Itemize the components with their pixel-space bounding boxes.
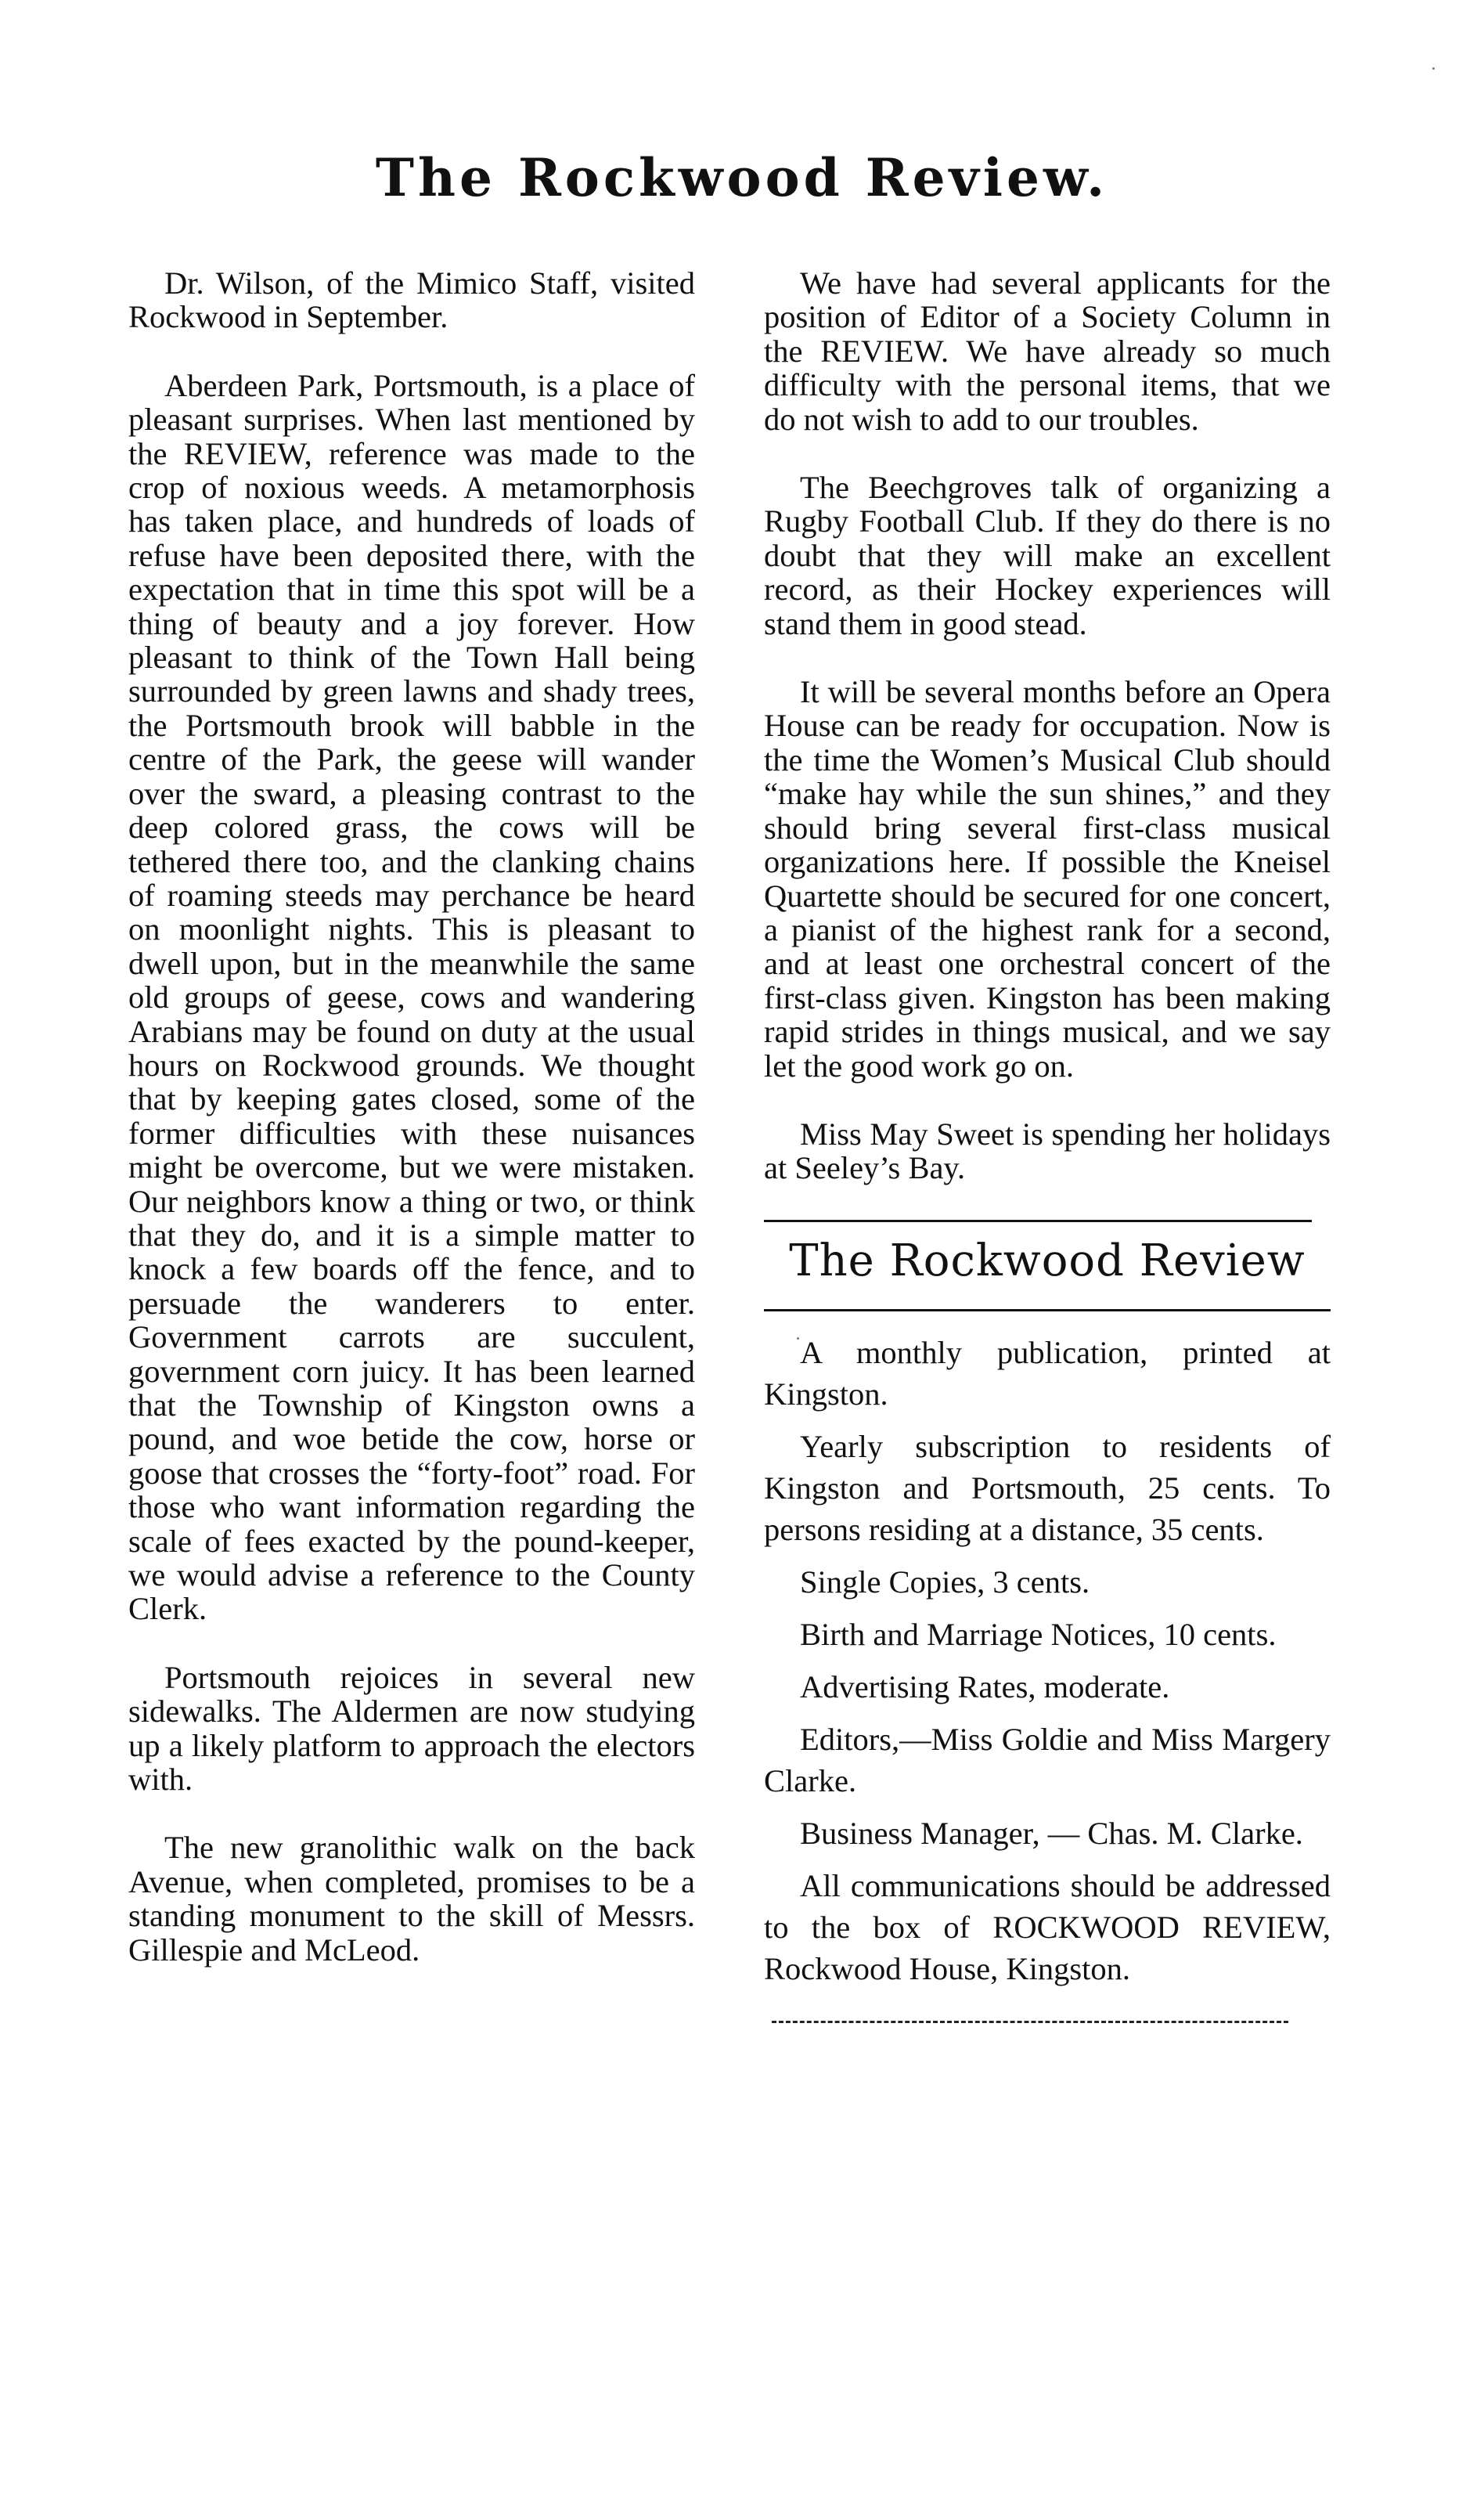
article-paragraph: Miss May Sweet is spending her holidays at Seeley’s Bay.	[764, 1116, 1331, 1186]
article-paragraph: Dr. Wilson, of the Mimico Staff, visited Rockwood in September.	[128, 265, 695, 335]
masthead-line: A monthly publication, printed at Kingston.	[764, 1335, 1331, 1412]
masthead-line: Editors,—Miss Goldie and Miss Margery Clarke.	[764, 1722, 1331, 1799]
article-paragraph: We have had several applicants for the position of Editor of a Society Column in the REVIEW. We have already so much difficulty with the personal items, that we do not wish to add to our troubles.	[764, 265, 1331, 437]
article-paragraph: The new granolithic walk on the back Avenue, when completed, promises to be a standing monument to the skill of Messrs. Gillespie and McLeod.	[128, 1830, 695, 1968]
article-paragraph: Portsmouth rejoices in several new sidewalks. The Aldermen are now studying up a likely platform to approach the electors with.	[128, 1659, 695, 1798]
masthead-line: Business Manager, — Chas. M. Clarke.	[800, 1816, 1303, 1852]
print-speck	[797, 1337, 799, 1340]
masthead-line: Single Copies, 3 cents.	[800, 1564, 1090, 1600]
masthead-line: Advertising Rates, moderate.	[800, 1669, 1170, 1705]
divider-rule	[764, 1309, 1331, 1311]
print-speck	[1432, 67, 1435, 70]
masthead-title: The Rockwood Review	[789, 1235, 1306, 1286]
page-title: The Rockwood Review.	[375, 147, 1109, 208]
left-column	[128, 266, 695, 2001]
article-paragraph: Aberdeen Park, Portsmouth, is a place of pleasant surprises. When last mentioned by the REVIEW, reference was made to the crop of noxious weeds. A metamorphosis has taken place, and hundreds of loads of refuse have been deposited there, with the expectation that in time this spot will be a thing of beauty and a joy forever. How pleasant to think of the Town Hall being surrounded by green lawns and shady trees, the Portsmouth brook will babble in the centre of the Park, the geese will wander over the sward, a pleasing contrast to the deep colored grass, the cows will be tethered there too, and the clanking chains of roaming steeds may perchance be heard on moonlight nights. This is pleasant to dwell upon, but in the meanwhile the same old groups of geese, cows and wandering Arabians may be found on duty at the usual hours on Rockwood grounds. We thought that by keeping gates closed, some of the former difficulties with these nuisances might be overcome, but we were mistaken. Our neighbors know a thing or two, or think that they do, and it is a simple matter to knock a few boards off the fence, and to persuade the wanderers to enter. Government carrots are succulent, government corn juicy. It has been learned that the Township of Kingston owns a pound, and woe betide the cow, horse or goose that crosses the “forty-foot” road. For those who want information regarding the scale of fees exacted by the pound-keeper, we would advise a reference to the County Clerk.	[128, 367, 695, 1627]
masthead-line: Birth and Marriage Notices, 10 cents.	[800, 1617, 1277, 1653]
right-column	[764, 266, 1331, 2023]
article-paragraph: The Beechgroves talk of organizing a Rugby Football Club. If they do there is no doubt that they will make an excellent record, as their Hockey experiences will stand them in good stead.	[764, 470, 1331, 641]
masthead-line: All communications should be addressed to the box of ROCKWOOD REVIEW, Rockwood House, Kingston.	[764, 1868, 1331, 1987]
divider-rule	[772, 2021, 1288, 2023]
article-paragraph: It will be several months before an Opera House can be ready for occupation. Now is the time the Women’s Musical Club should “make hay while the sun shines,” and they should bring several first-class musical organizations here. If possible the Kneisel Quartette should be secured for one concert, a pianist of the highest rank for a second, and at least one orchestral concert of the first-class given. Kingston has been making rapid strides in things musical, and we say let the good work go on.	[764, 674, 1331, 1084]
masthead-line: Yearly subscription to residents of Kingston and Portsmouth, 25 cents. To persons residing at a distance, 35 cents.	[764, 1429, 1331, 1548]
divider-rule	[764, 1220, 1312, 1222]
